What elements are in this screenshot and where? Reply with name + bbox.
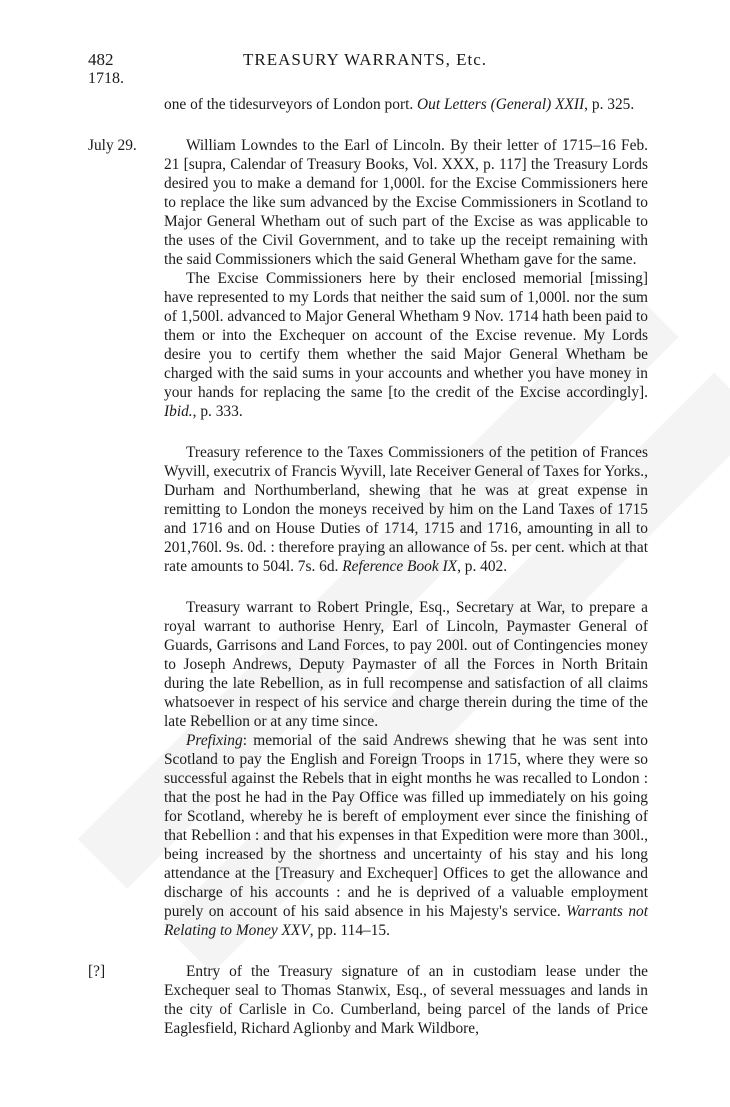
source-reference: Warrants not Relating to Money XXV xyxy=(164,903,648,939)
entry-wyvill-petition xyxy=(88,443,648,576)
source-reference: Reference Book IX xyxy=(342,558,458,575)
running-title: TREASURY WARRANTS, Etc. xyxy=(242,50,488,69)
page-year: 1718. xyxy=(88,70,124,87)
entry-pringle-warrant xyxy=(88,598,648,940)
source-reference: Ibid. xyxy=(164,403,193,420)
page-body xyxy=(88,95,648,1038)
entry-paragraph: Prefixing: memorial of the said Andrews shewing that he was sent into Scotland to pay the English and Foreign Troops in 1715, where they were so successful against the Rebels that in eight months he was recalled to London : that the post he had in the Pay Office was filled up immediately on his going for Scotland, whereby he is bereft of employment ever since the finishing of that Rebellion : and that his expenses in that Expedition were more than 300l., being increased by the shortness and uncertainty of his stay and his long attendance at the [Treasury and Exchequer] Offices to get the allowance and discharge of his accounts : and he is deprived of a valuable employment purely on account of his said absence in his Majesty's service. Warrants not Relating to Money XXV, pp. 114–15. xyxy=(164,732,648,939)
entry-continuation xyxy=(88,95,648,114)
entry-paragraph: The Excise Commissioners here by their enclosed memorial [missing] have represented to my Lords that neither the said sum of 1,000l. nor the sum of 1,500l. advanced to Major General Whetham 9 Nov. 1714 hath been paid to them or into the Exchequer on account of the Excise revenue. My Lords desire you to certify them whether the said Major General Whetham be charged with the said sums in your accounts and whether you have money in your hands for replacing the same [to the credit of the Excise accordingly]. Ibid., p. 333. xyxy=(164,270,648,420)
entry-paragraph: Entry of the Treasury signature of an in custodiam lease under the Exchequer seal to Thomas Stanwix, Esq., of several messuages and lands in the city of Carlisle in Co. Cumberland, being parcel of the lands of Price Eaglesfield, Richard Aglionby and Mark Wildbore, xyxy=(164,963,648,1037)
entry-stanwix-lease xyxy=(88,962,648,1038)
entry-paragraph: William Lowndes to the Earl of Lincoln. By their letter of 1715–16 Feb. 21 [supra, Calendar of Treasury Books, Vol. XXX, p. 117] the Treasury Lords desired you to make a demand for 1,000l. for the Excise Commissioners here to replace the like sum advanced by the Excise Commissioners in Scotland to Major General Whetham out of such part of the Excise as was applicable to the uses of the Civil Government, and to take up the receipt remaining with the said Commissioners which the said General Whetham gave for the same. xyxy=(164,137,648,268)
source-reference: Out Letters (General) XXII xyxy=(417,96,585,113)
entry-july-29 xyxy=(88,136,648,421)
margin-date: July 29. xyxy=(88,137,137,154)
entry-paragraph: Treasury warrant to Robert Pringle, Esq., Secretary at War, to prepare a royal warrant to authorise Henry, Earl of Lincoln, Paymaster General of Guards, Garrisons and Land Forces, to pay 200l. out of Contingencies money to Joseph Andrews, Deputy Paymaster of all the Forces in North Britain during the late Rebellion, as in full recompense and satisfaction of all claims whatsoever in respect of his service and charge therein during the time of the late Rebellion or at any time since. xyxy=(164,599,648,730)
page-number: 482 xyxy=(88,50,114,69)
entry-paragraph: one of the tidesurveyors of London port. Out Letters (General) XXII, p. 325. xyxy=(164,96,635,113)
margin-date: [?] xyxy=(88,963,106,980)
entry-paragraph: Treasury reference to the Taxes Commissioners of the petition of Frances Wyvill, executrix of Francis Wyvill, late Receiver General of Taxes for Yorks., Durham and Northumberland, shewing that he was at great expense in remitting to London the moneys received by him on the Land Taxes of 1715 and 1716 and on House Duties of 1714, 1715 and 1716, amounting in all to 201,760l. 9s. 0d. : therefore praying an allowance of 5s. per cent. which at that rate amounts to 504l. 7s. 6d. Reference Book IX, p. 402. xyxy=(164,444,648,575)
